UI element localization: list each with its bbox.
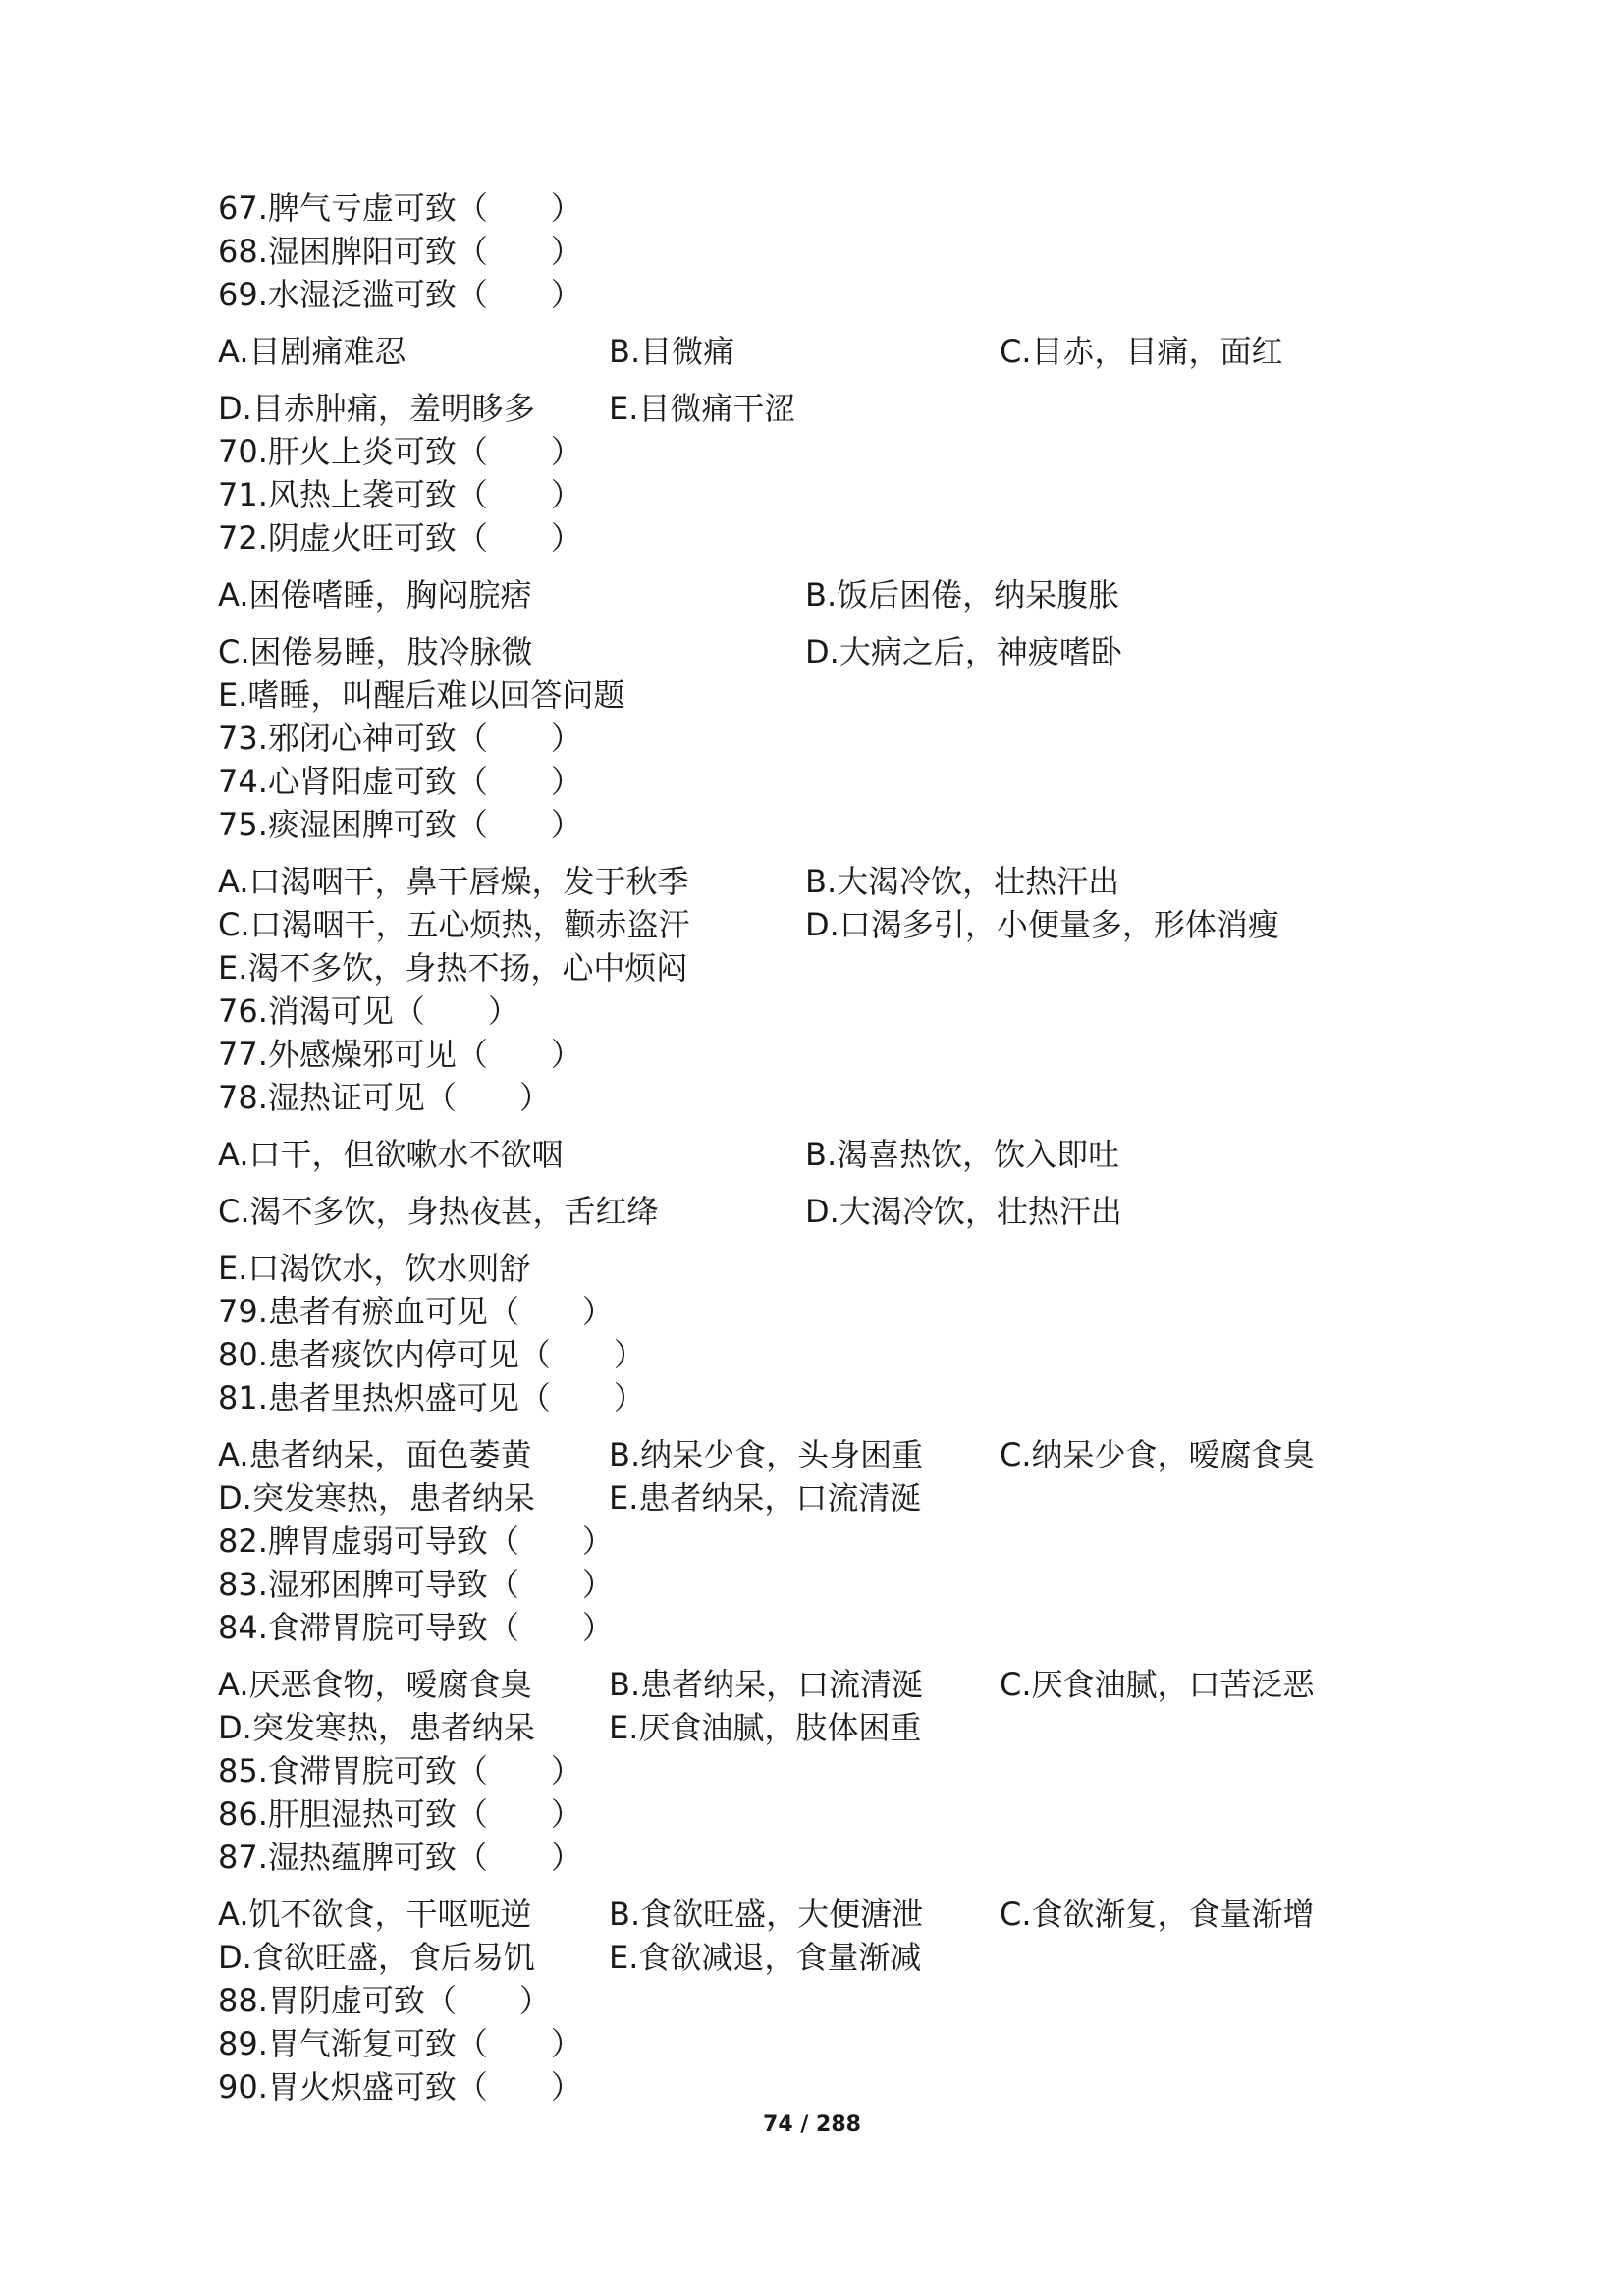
option-item: E.目微痛干涩 bbox=[609, 390, 796, 427]
question-item: 71.风热上袭可致（ ） bbox=[218, 476, 582, 513]
option-item: D.突发寒热，患者纳呆 bbox=[218, 1709, 535, 1746]
question-item: 77.外感燥邪可见（ ） bbox=[218, 1036, 582, 1073]
question-group bbox=[218, 573, 1445, 846]
option-item: E.嗜睡，叫醒后难以回答问题 bbox=[218, 676, 625, 714]
option-row bbox=[218, 1190, 1445, 1233]
option-item: E.食欲减退，食量渐减 bbox=[609, 1939, 922, 1976]
option-row bbox=[218, 1663, 1445, 1706]
question-item: 88.胃阴虚可致（ ） bbox=[218, 1982, 551, 2019]
question-item: 81.患者里热炽盛可见（ ） bbox=[218, 1379, 645, 1416]
option-row bbox=[218, 330, 1445, 373]
question-item: 69.水湿泛滥可致（ ） bbox=[218, 276, 582, 313]
option-item: D.目赤肿痛，羞明眵多 bbox=[218, 390, 535, 427]
option-item: D.大渴冷饮，壮热汗出 bbox=[805, 1193, 1122, 1230]
option-item: C.目赤，目痛，面红 bbox=[1000, 333, 1283, 370]
question-item: 90.胃火炽盛可致（ ） bbox=[218, 2068, 582, 2106]
option-item: C.纳呆少食，嗳腐食臭 bbox=[1000, 1436, 1315, 1473]
question-item: 80.患者痰饮内停可见（ ） bbox=[218, 1336, 645, 1373]
question-item: 84.食滞胃脘可导致（ ） bbox=[218, 1609, 614, 1646]
option-item: C.口渴咽干，五心烦热，颧赤盗汗 bbox=[218, 906, 690, 943]
option-item: A.饥不欲食，干呕呃逆 bbox=[218, 1896, 532, 1933]
question-item: 70.肝火上炎可致（ ） bbox=[218, 433, 582, 470]
option-item: C.厌食油腻，口苦泛恶 bbox=[1000, 1666, 1315, 1703]
question-item: 85.食滞胃脘可致（ ） bbox=[218, 1752, 582, 1789]
option-item: B.大渴冷饮，壮热汗出 bbox=[805, 863, 1120, 900]
option-item: E.患者纳呆，口流清涎 bbox=[609, 1479, 922, 1517]
option-row bbox=[218, 1936, 1445, 1979]
page-number: 74 / 288 bbox=[763, 2112, 861, 2137]
option-item: B.食欲旺盛，大便溏泄 bbox=[609, 1896, 924, 1933]
option-item: C.渴不多饮，身热夜甚，舌红绛 bbox=[218, 1193, 659, 1230]
question-item: 87.湿热蕴脾可致（ ） bbox=[218, 1839, 582, 1876]
option-item: B.目微痛 bbox=[609, 333, 735, 370]
document-page bbox=[218, 187, 1445, 2109]
option-item: A.困倦嗜睡，胸闷脘痞 bbox=[218, 576, 532, 614]
option-item: B.饭后困倦，纳呆腹胀 bbox=[805, 576, 1120, 614]
question-item: 76.消渴可见（ ） bbox=[218, 992, 519, 1030]
question-group bbox=[218, 1663, 1445, 1879]
question-item: 89.胃气渐复可致（ ） bbox=[218, 2025, 582, 2062]
option-item: D.突发寒热，患者纳呆 bbox=[218, 1479, 535, 1517]
option-item: B.纳呆少食，头身困重 bbox=[609, 1436, 924, 1473]
option-row bbox=[218, 673, 1445, 717]
option-row bbox=[218, 946, 1445, 989]
option-item: E.口渴饮水，饮水则舒 bbox=[218, 1250, 531, 1287]
question-item: 72.阴虚火旺可致（ ） bbox=[218, 519, 582, 557]
option-item: A.厌恶食物，嗳腐食臭 bbox=[218, 1666, 532, 1703]
option-row bbox=[218, 1706, 1445, 1749]
question-item: 67.脾气亏虚可致（ ） bbox=[218, 189, 582, 227]
question-group bbox=[218, 330, 1445, 560]
option-item: A.患者纳呆，面色萎黄 bbox=[218, 1436, 532, 1473]
question-group bbox=[218, 1133, 1445, 1419]
question-item: 79.患者有瘀血可见（ ） bbox=[218, 1293, 614, 1330]
option-item: E.厌食油腻，肢体困重 bbox=[609, 1709, 922, 1746]
option-item: B.患者纳呆，口流清涎 bbox=[609, 1666, 924, 1703]
question-item: 73.邪闭心神可致（ ） bbox=[218, 720, 582, 757]
option-item: C.困倦易睡，肢冷脉微 bbox=[218, 633, 533, 670]
option-row bbox=[218, 1476, 1445, 1520]
question-item: 68.湿困脾阳可致（ ） bbox=[218, 233, 582, 270]
option-item: A.口干，但欲嗽水不欲咽 bbox=[218, 1136, 564, 1173]
question-item: 74.心肾阳虚可致（ ） bbox=[218, 763, 582, 800]
option-item: D.大病之后，神疲嗜卧 bbox=[805, 633, 1122, 670]
question-group bbox=[218, 187, 1445, 316]
question-item: 75.痰湿困脾可致（ ） bbox=[218, 806, 582, 843]
question-item: 86.肝胆湿热可致（ ） bbox=[218, 1795, 582, 1833]
option-item: A.目剧痛难忍 bbox=[218, 333, 406, 370]
option-row bbox=[218, 573, 1445, 616]
option-row bbox=[218, 860, 1445, 903]
option-row bbox=[218, 903, 1445, 946]
question-item: 83.湿邪困脾可导致（ ） bbox=[218, 1566, 614, 1603]
question-group bbox=[218, 1893, 1445, 2109]
option-row bbox=[218, 1433, 1445, 1476]
question-group bbox=[218, 1433, 1445, 1649]
question-group bbox=[218, 860, 1445, 1119]
option-row bbox=[218, 387, 1445, 430]
option-row bbox=[218, 630, 1445, 673]
option-item: E.渴不多饮，身热不扬，心中烦闷 bbox=[218, 949, 688, 987]
question-item: 82.脾胃虚弱可导致（ ） bbox=[218, 1522, 614, 1560]
option-item: A.口渴咽干，鼻干唇燥，发于秋季 bbox=[218, 863, 689, 900]
option-row bbox=[218, 1133, 1445, 1176]
option-item: D.食欲旺盛，食后易饥 bbox=[218, 1939, 535, 1976]
question-item: 78.湿热证可见（ ） bbox=[218, 1079, 551, 1116]
option-item: C.食欲渐复，食量渐增 bbox=[1000, 1896, 1315, 1933]
option-item: B.渴喜热饮，饮入即吐 bbox=[805, 1136, 1120, 1173]
option-row bbox=[218, 1247, 1445, 1290]
option-row bbox=[218, 1893, 1445, 1936]
option-item: D.口渴多引，小便量多，形体消瘦 bbox=[805, 906, 1279, 943]
